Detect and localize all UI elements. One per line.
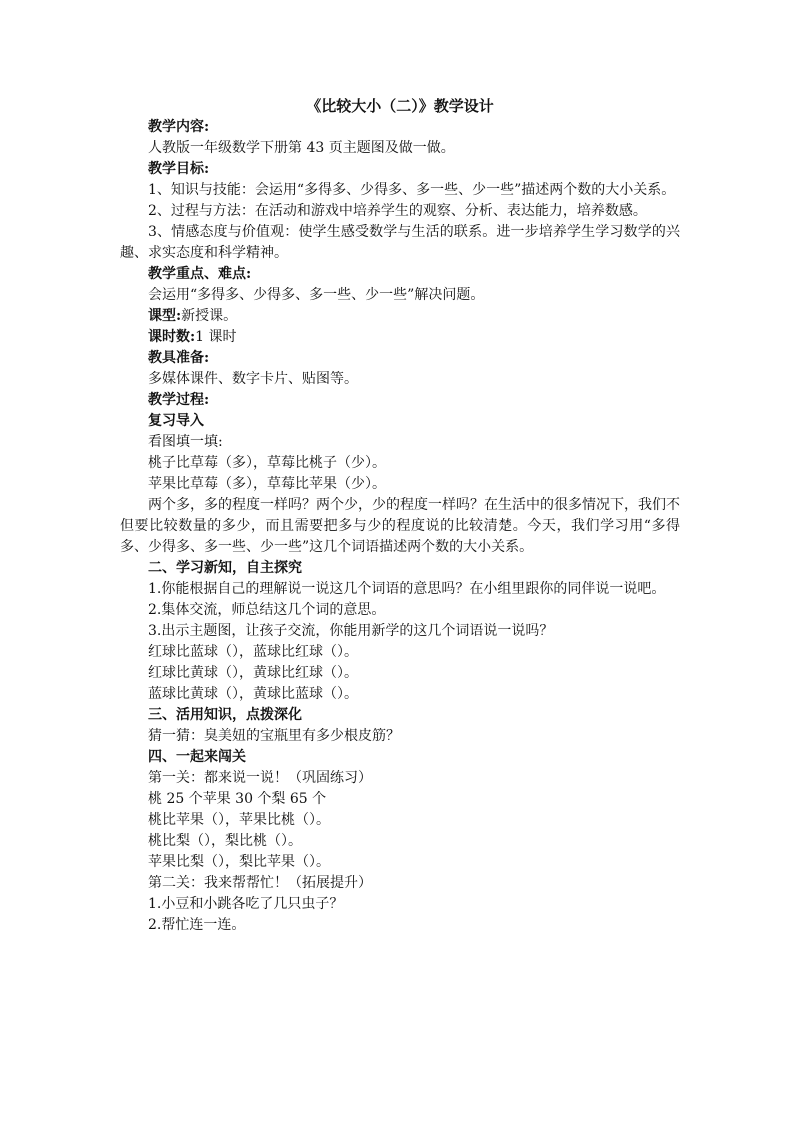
- process-heading: 教学过程:: [148, 392, 210, 408]
- section-4-item-5: 苹果比梨（），梨比苹果（）。: [148, 854, 330, 870]
- lesson-type-label: 课型:: [148, 308, 182, 324]
- review-paragraph: 两个多，多的程度一样吗？两个少，少的程度一样吗？在生活中的很多情况下，我们不但要比较数量的多少，而且需要把多与少的程度说的比较清楚。今天，我们学习用“多得多、少得多、多一些、少一些”这几个词语描述两个数的大小关系。: [120, 497, 680, 555]
- lesson-hours-label: 课时数:: [148, 329, 196, 345]
- section-4-heading: 四、一起来闯关: [148, 749, 246, 765]
- section-2-item-3: 3.出示主题图，让孩子交流，你能用新学的这几个词语说一说吗？: [148, 623, 554, 639]
- section-2-item-1: 1.你能根据自己的理解说一说这几个词语的意思吗？在小组里跟你的同伴说一说吧。: [148, 581, 666, 597]
- key-points-heading: 教学重点、难点:: [148, 266, 252, 282]
- lesson-hours-value: 1 课时: [195, 329, 237, 345]
- key-points-text: 会运用“多得多、少得多、多一些、少一些”解决问题。: [148, 287, 485, 303]
- section-2-item-4: 红球比蓝球（），蓝球比红球（）。: [148, 644, 358, 660]
- section-4-item-3: 桃比苹果（），苹果比桃（）。: [148, 812, 330, 828]
- section-2-item-6: 蓝球比黄球（），黄球比蓝球（）。: [148, 686, 358, 702]
- teaching-goals-heading: 教学目标:: [148, 161, 210, 177]
- lesson-hours-line: [120, 327, 680, 348]
- tools-text: 多媒体课件、数字卡片、贴图等。: [148, 371, 358, 387]
- tools-heading: 教具准备:: [148, 350, 210, 366]
- goal-knowledge: 1、知识与技能：会运用“多得多、少得多、多一些、少一些”描述两个数的大小关系。: [148, 182, 676, 198]
- section-4-item-6: 第二关：我来帮帮忙！（拓展提升）: [148, 875, 372, 891]
- goal-process: 2、过程与方法：在活动和游戏中培养学生的观察、分析、表达能力，培养数感。: [148, 203, 647, 219]
- goal-attitude: 3、情感态度与价值观：使学生感受数学与生活的联系。进一步培养学生学习数学的兴趣、求实态度和科学精神。: [120, 224, 680, 261]
- document-title: 《比较大小（二）》教学设计: [306, 97, 494, 115]
- teaching-content-heading: 教学内容:: [148, 119, 210, 135]
- review-line-1: 看图填一填:: [148, 434, 223, 450]
- section-4-item-7: 1.小豆和小跳各吃了几只虫子？: [148, 896, 344, 912]
- section-4-item-8: 2.帮忙连一连。: [148, 917, 246, 933]
- section-3-heading: 三、活用知识，点拨深化: [148, 707, 302, 723]
- section-2-item-2: 2.集体交流，师总结这几个词的意思。: [148, 602, 386, 618]
- review-heading: 复习导入: [148, 413, 204, 429]
- document-body: [120, 95, 680, 936]
- lesson-type-line: [120, 306, 680, 327]
- review-line-2: 桃子比草莓（多），草莓比桃子（少）。: [148, 455, 386, 471]
- section-3-item-1: 猜一猜：臭美妞的宝瓶里有多少根皮筋？: [148, 728, 400, 744]
- section-4-item-1: 第一关：都来说一说！（巩固练习）: [148, 770, 372, 786]
- lesson-type-value: 新授课。: [181, 308, 238, 324]
- section-4-item-4: 桃比梨（），梨比桃（）。: [148, 833, 302, 849]
- section-4-item-2: 桃 25 个苹果 30 个梨 65 个: [148, 791, 327, 807]
- teaching-content-text: 人教版一年级数学下册第 43 页主题图及做一做。: [148, 140, 455, 156]
- review-line-3: 苹果比草莓（多），草莓比苹果（少）。: [148, 476, 386, 492]
- section-2-heading: 二、学习新知，自主探究: [148, 560, 302, 576]
- section-2-item-5: 红球比黄球（），黄球比红球（）。: [148, 665, 358, 681]
